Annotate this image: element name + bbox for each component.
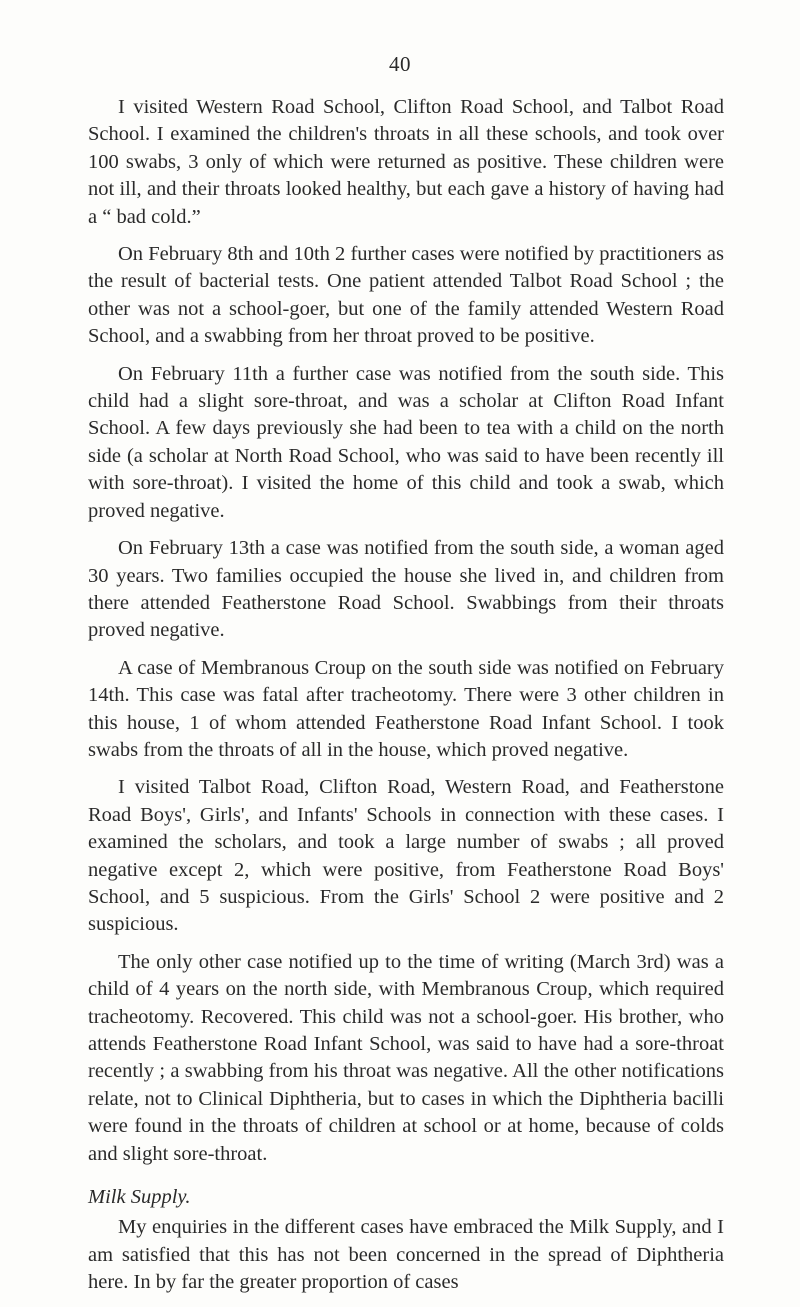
paragraph-february-13th: On February 13th a case was notified from the south side, a woman aged 30 years. Two families occupied the house she lived in, and children from there attended Featherstone Road School. Swabbings from their throats proved negative. xyxy=(88,537,724,642)
paragraph-milk-supply: My enquiries in the different cases have embraced the Milk Supply, and I am satisfied that this has not been concerned in the spread of Diphtheria here. In by far the greater proportion of cases xyxy=(88,1216,724,1294)
page-number: 40 xyxy=(389,52,411,76)
body-text xyxy=(88,94,724,1307)
paragraph-february-11th: On February 11th a further case was notified from the south side. This child had a slight sore-throat, and was a scholar at Clifton Road Infant School. A few days previously she had been to tea with a child on the north side (a scholar at North Road School, who was said to have been recently ill with sore-throat). I visited the home of this child and took a swab, which proved negative. xyxy=(88,362,724,522)
paragraph-school-swabs: I visited Talbot Road, Clifton Road, Western Road, and Featherstone Road Boys', Girls', and Infants' Schools in connection with these cases. I examined the scholars, and took a large number of swabs ; all proved negative except 2, which were positive, from Featherstone Road Boys' School, and 5 suspicious. From the Girls' School 2 were positive and 2 suspicious. xyxy=(88,776,724,936)
section-heading-milk-supply: Milk Supply. xyxy=(88,1186,191,1209)
paragraph-school-visits: I visited Western Road School, Clifton Road School, and Talbot Road School. I examined the children's throats in all these schools, and took over 100 swabs, 3 only of which were returned as positive. These children were not ill, and their throats looked healthy, but each gave a history of having had a “ bad cold.” xyxy=(88,96,724,228)
paragraph-march-3rd: The only other case notified up to the time of writing (March 3rd) was a child of 4 years on the north side, with Membranous Croup, which required tracheotomy. Recovered. This child was not a school-goer. His brother, who attends Featherstone Road Infant School, was said to have had a sore-throat recently ; a swabbing from his throat was negative. All the other notifications relate, not to Clinical Diphtheria, but to cases in which the Diphtheria bacilli were found in the throats of children at school or at home, because of colds and slight sore-throat. xyxy=(88,950,724,1165)
paragraph-february-8th: On February 8th and 10th 2 further cases were notified by practitioners as the result of bacterial tests. One patient attended Talbot Road School ; the other was not a school-goer, but one of the family attended Western Road School, and a swabbing from her throat proved to be positive. xyxy=(88,243,724,348)
paragraph-membranous-croup: A case of Membranous Croup on the south side was notified on February 14th. This case was fatal after tracheotomy. There were 3 other children in this house, 1 of whom attended Featherstone Road Infant School. I took swabs from the throats of all in the house, which proved negative. xyxy=(88,656,724,761)
